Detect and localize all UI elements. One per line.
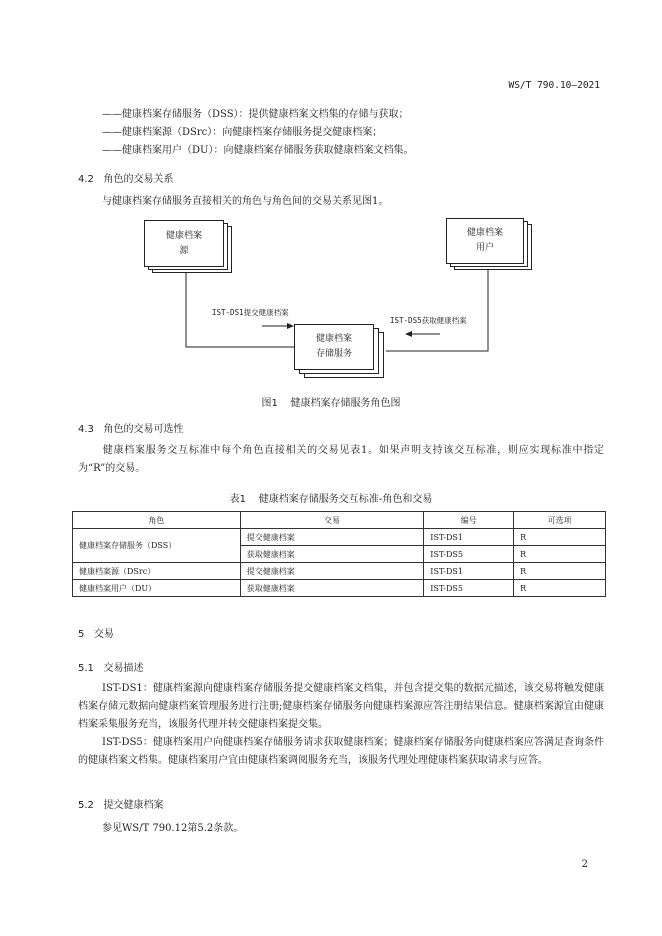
flow-label-retrieve: IST-DS5获取健康档案 <box>390 316 467 325</box>
section-5-1-para1-content: IST-DS1：健康档案源向健康档案存储服务提交健康档案文档集，并包含提交集的数据元描述，该交易将触发健康档案存储元数据向健康档案管理服务进行注册;健康档案存储服务向健康档案源应答注册结果信息。健康档案源宜由健康档案采集服务充当，该服务代理并转交健康档案提交集。 <box>78 683 604 730</box>
role-item-dsrc: ——健康档案源（DSrc）：向健康档案存储服务提交健康档案； <box>102 127 383 138</box>
table1-cell-code: IST-DS1 <box>424 529 514 546</box>
table1-cell-option: R <box>514 546 606 563</box>
section-5-1-para1 <box>78 680 604 734</box>
section-5-1-heading: 5.1 交易描述 <box>78 663 144 674</box>
table-row <box>73 529 606 546</box>
table1-header-code: 编号 <box>424 512 514 529</box>
table1-cell-role: 健康档案存储服务（DSS） <box>73 529 241 563</box>
flow-label-submit: IST-DS1提交健康档案 <box>212 308 289 317</box>
arrow-submit-head <box>287 323 294 329</box>
source-label: 健康档案源 <box>165 230 202 256</box>
source-box <box>144 220 224 267</box>
section-4-2-heading: 4.2 角色的交易关系 <box>78 174 174 185</box>
table1-cell-code: IST-DS5 <box>424 580 514 597</box>
table1-cell-option: R <box>514 580 606 597</box>
storage-box <box>294 324 374 370</box>
page-number: 2 <box>581 859 588 870</box>
user-label: 健康档案用户 <box>466 228 503 253</box>
table1-cell-code: IST-DS5 <box>424 546 514 563</box>
section-4-3-heading: 4.3 角色的交易可选性 <box>78 424 184 435</box>
table1-cell-option: R <box>514 529 606 546</box>
role-item-du: ——健康档案用户（DU）：向健康档案存储服务获取健康档案文档集。 <box>102 145 414 156</box>
table1-cell-code: IST-DS1 <box>424 563 514 580</box>
table1 <box>72 511 606 597</box>
table1-cell-option: R <box>514 563 606 580</box>
section-5-heading: 5 交易 <box>78 629 114 640</box>
user-box <box>446 218 524 264</box>
table1-header-row <box>73 512 606 529</box>
table1-cell-transaction: 获取健康档案 <box>240 546 424 563</box>
table1-header-transaction: 交易 <box>240 512 424 529</box>
figure1-caption: 图1 健康档案存储服务角色图 <box>261 398 401 409</box>
table1-cell-role: 健康档案源（DSrc） <box>73 563 241 580</box>
section-5-1-para2 <box>78 734 604 770</box>
connector-user-to-storage <box>386 268 488 351</box>
section-4-2-text: 与健康档案存储服务直接相关的角色与角色间的交易关系见图1。 <box>102 196 389 207</box>
table1-header-option: 可选项 <box>514 512 606 529</box>
table1-cell-transaction: 提交健康档案 <box>240 529 424 546</box>
section-5-2-heading: 5.2 提交健康档案 <box>78 800 164 811</box>
table1-cell-role: 健康档案用户（DU） <box>73 580 241 597</box>
table-row <box>73 580 606 597</box>
table1-cell-transaction: 获取健康档案 <box>240 580 424 597</box>
section-5-2-text: 参见WS/T 790.12第5.2条款。 <box>102 823 244 834</box>
section-5-1-para2-content: IST-DS5：健康档案用户向健康档案存储服务请求获取健康档案；健康档案存储服务向健康档案应答满足查询条件的健康档案文档集。健康档案用户宜由健康档案调阅服务充当，该服务代理处理健康档案获取请求与应答。 <box>78 737 604 766</box>
table1-cell-transaction: 提交健康档案 <box>240 563 424 580</box>
role-item-dss: ——健康档案存储服务（DSS）：提供健康档案文档集的存储与获取； <box>102 109 409 120</box>
document-id: WS/T 790.10—2021 <box>508 80 600 91</box>
table1-header-role: 角色 <box>73 512 241 529</box>
section-4-3-text-content: 健康档案服务交互标准中每个角色直接相关的交易见表1。如果声明支持该交互标准，则应实现标准中指定为“R”的交易。 <box>78 445 604 474</box>
arrow-retrieve-head <box>405 331 412 337</box>
section-4-3-text <box>78 442 604 478</box>
storage-label: 健康档案存储服务 <box>315 334 352 359</box>
table-row <box>73 563 606 580</box>
table1-caption: 表1 健康档案存储服务交互标准-角色和交易 <box>229 494 433 505</box>
